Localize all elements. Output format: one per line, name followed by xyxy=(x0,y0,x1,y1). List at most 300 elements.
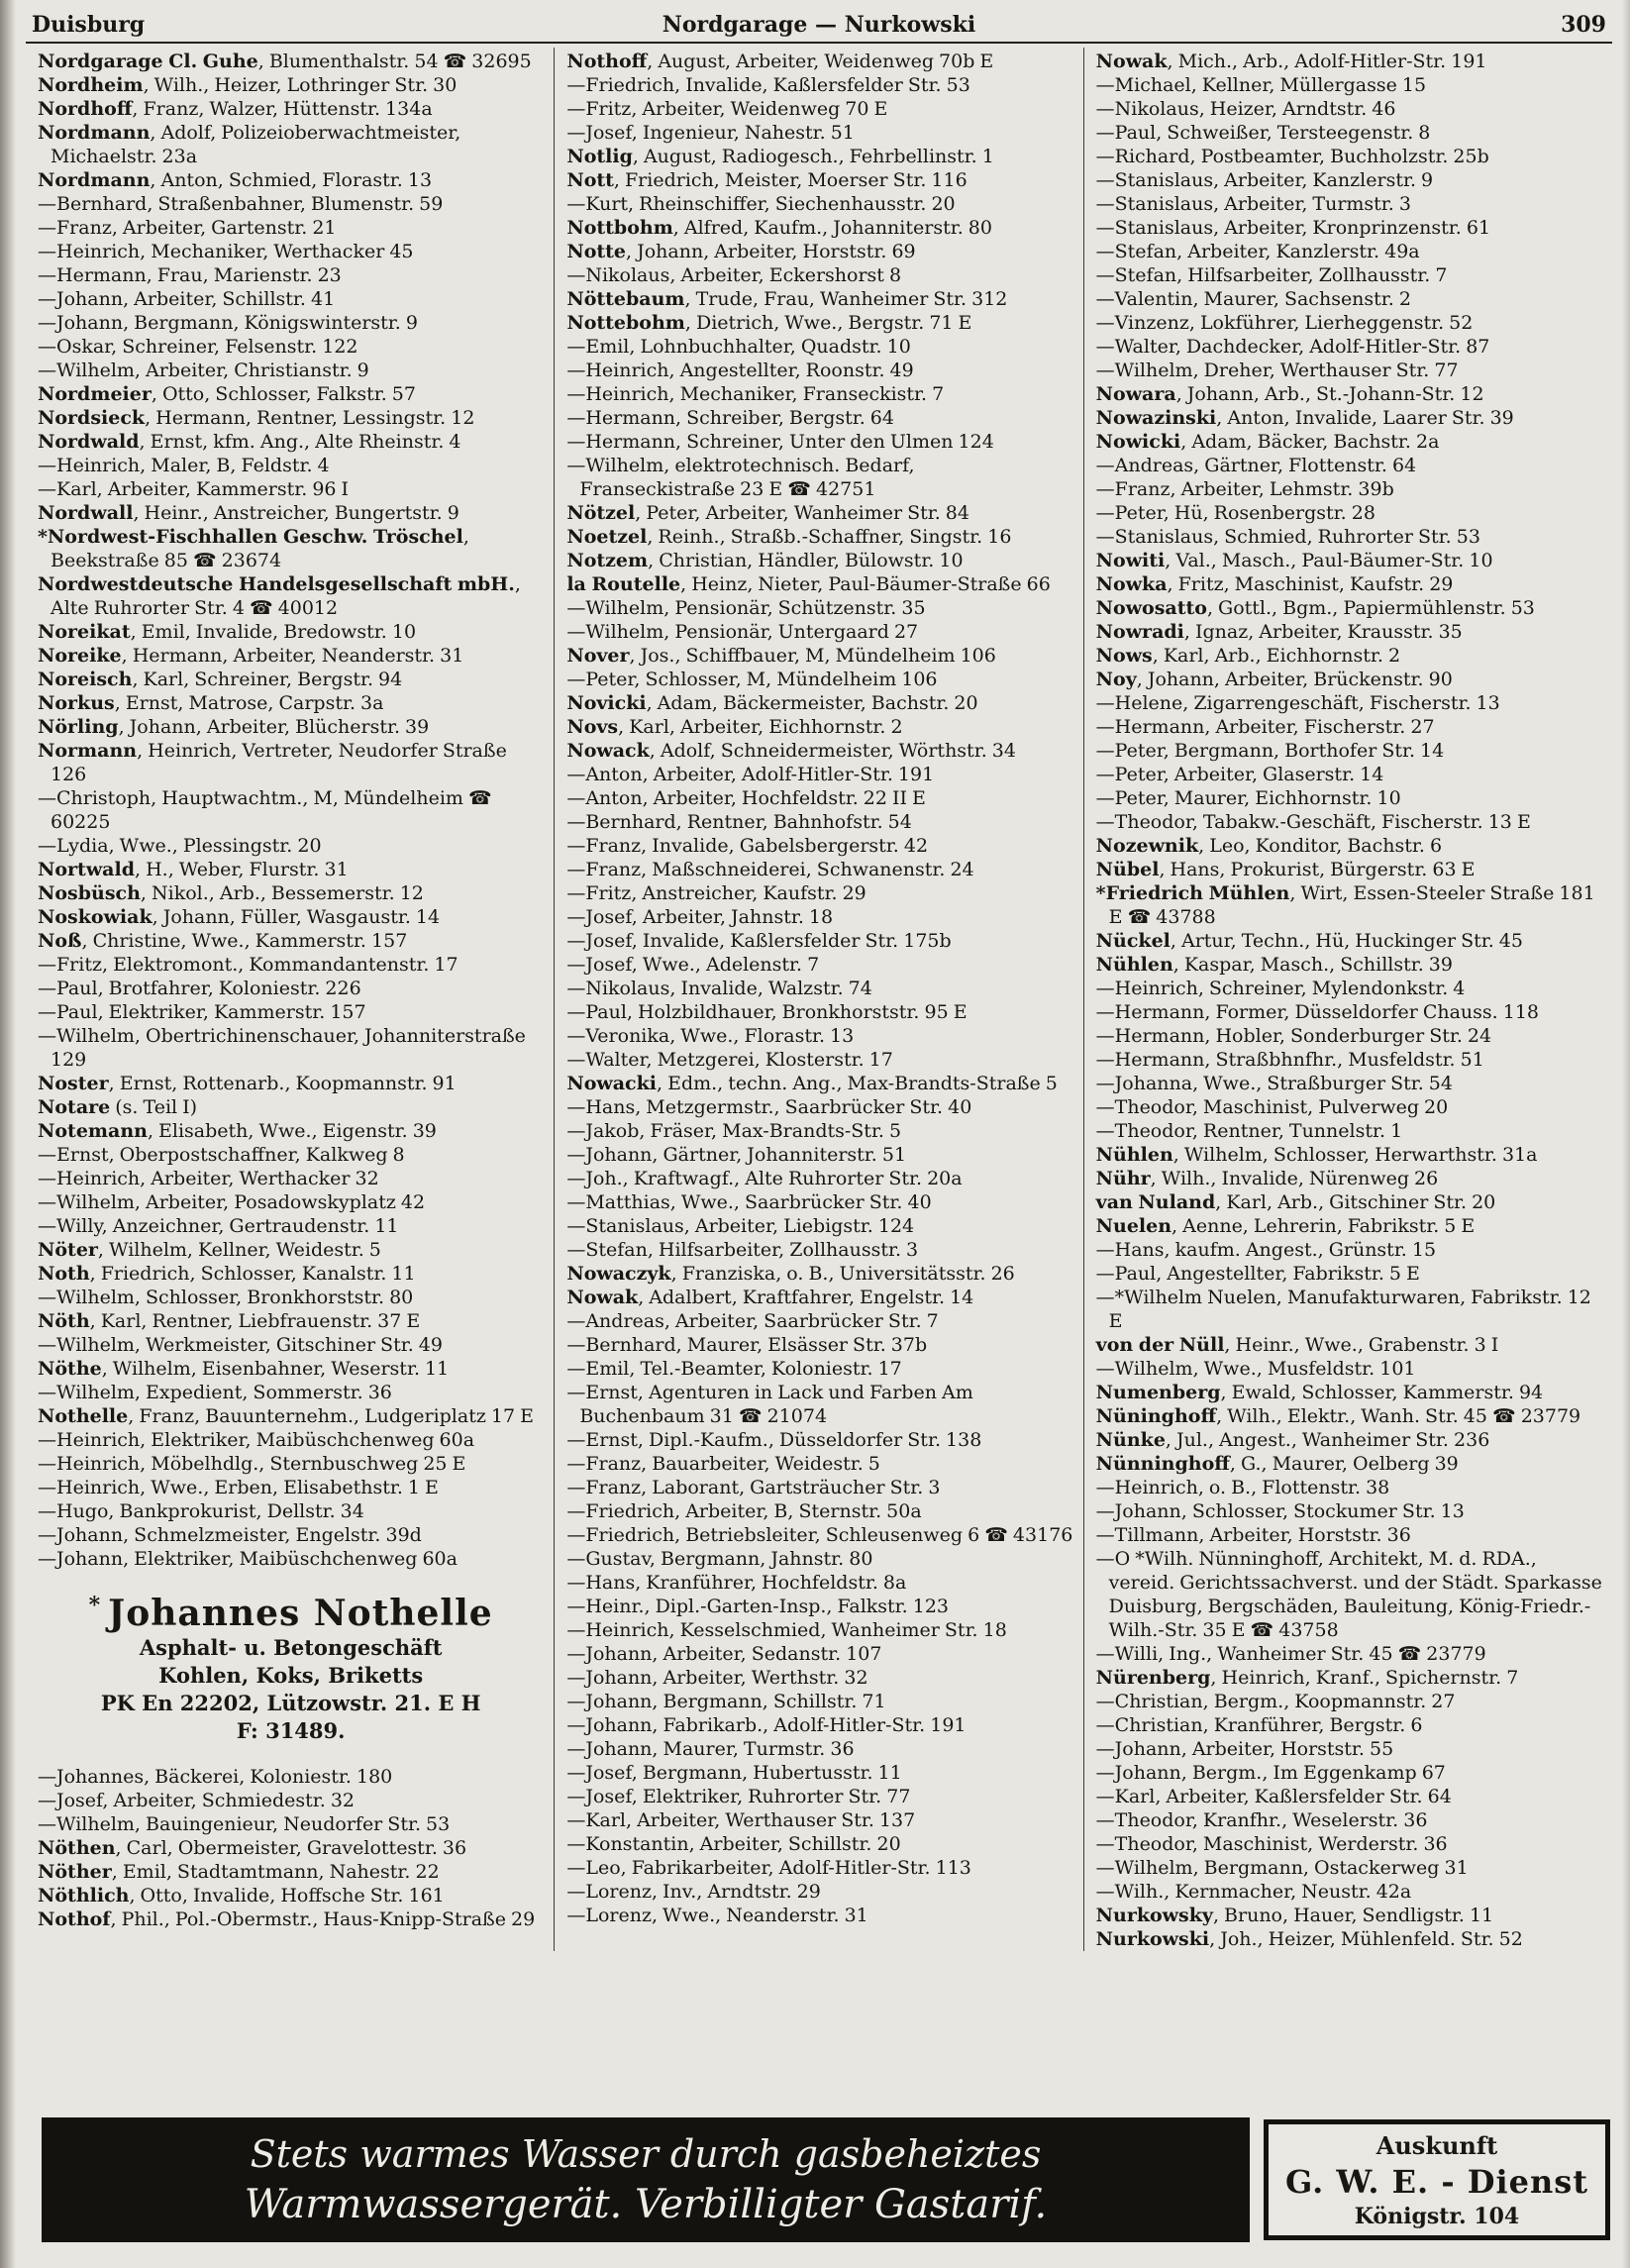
entry-surname: Nows xyxy=(1095,645,1153,667)
entry-surname: Nuelen xyxy=(1095,1215,1172,1237)
directory-entry: —Wilhelm, elektrotechnisch. Bedarf, Franseckistraße 23 E ☎ 42751 xyxy=(566,455,915,500)
entry-surname: Nüninghoff xyxy=(1095,1405,1217,1427)
directory-entry: —Willi, Ing., Wanheimer Str. 45 ☎ 23779 xyxy=(1095,1643,1486,1665)
directory-entry: Notzem, Christian, Händler, Bülowstr. 10 xyxy=(566,550,964,571)
entry-surname: Noster xyxy=(38,1073,109,1094)
entry-surname: Nörling xyxy=(38,716,119,738)
directory-entry: —Veronika, Wwe., Florastr. 13 xyxy=(566,1025,855,1047)
directory-entry: —Joh., Kraftwagf., Alte Ruhrorter Str. 20a xyxy=(566,1168,963,1189)
entry-surname: la Routelle xyxy=(566,573,681,595)
entry-surname: Nowazinski xyxy=(1095,407,1217,429)
directory-entry: —Wilhelm, Wwe., Musfeldstr. 101 xyxy=(1095,1358,1416,1380)
directory-entry: —Johann, Bergmann, Königswinterstr. 9 xyxy=(38,312,418,334)
ad-line-phone: F: 31489. xyxy=(236,1718,346,1743)
directory-entry: —Emil, Tel.-Beamter, Koloniestr. 17 xyxy=(566,1358,902,1380)
directory-entry: Nurkowsky, Bruno, Hauer, Sendligstr. 11 xyxy=(1095,1905,1494,1926)
directory-entry: Nowaczyk, Franziska, o. B., Universitätsstr. 26 xyxy=(566,1263,1015,1285)
directory-entry: —Hermann, Frau, Marienstr. 23 xyxy=(38,264,342,286)
entry-surname: Nowka xyxy=(1095,573,1168,595)
directory-entry: Notlig, August, Radiogesch., Fehrbellinstr. 1 xyxy=(566,146,994,167)
directory-entry: Nöttebaum, Trude, Frau, Wanheimer Str. 312 xyxy=(566,288,1008,310)
entry-surname: Nosbüsch xyxy=(38,882,141,904)
entry-surname: van Nuland xyxy=(1095,1191,1216,1213)
page-header xyxy=(26,10,1612,44)
directory-entry: —Heinrich, Möbelhdlg., Sternbuschweg 25 E xyxy=(38,1453,466,1475)
entry-surname: Nothoff xyxy=(566,51,648,72)
directory-entry: Nübel, Hans, Prokurist, Bürgerstr. 63 E xyxy=(1095,859,1476,880)
header-title: Nordgarage — Nurkowski xyxy=(662,12,976,38)
entry-surname: Norkus xyxy=(38,692,115,714)
entry-surname: Nowack xyxy=(566,740,650,762)
directory-entry: Nückel, Artur, Techn., Hü, Huckinger Str. 45 xyxy=(1095,930,1523,952)
directory-entry: Nordgarage Cl. Guhe, Blumenthalstr. 54 ☎ 32695 xyxy=(38,51,532,72)
directory-entry: —Theodor, Maschinist, Pulverweg 20 xyxy=(1095,1096,1449,1118)
directory-entry: —Wilhelm, Obertrichinenschauer, Johanniterstraße 129 xyxy=(38,1025,526,1071)
directory-entry: Nowacki, Edm., techn. Ang., Max-Brandts-Straße 5 xyxy=(566,1073,1058,1094)
directory-entry: Nöth, Karl, Rentner, Liebfrauenstr. 37 E xyxy=(38,1310,421,1332)
directory-entry: —*Wilhelm Nuelen, Manufakturwaren, Fabrikstr. 12 E xyxy=(1095,1287,1591,1332)
directory-entry: —Jakob, Fräser, Max-Brandts-Str. 5 xyxy=(566,1120,902,1142)
directory-entry: —Hugo, Bankprokurist, Dellstr. 34 xyxy=(38,1500,364,1522)
directory-entry: —Paul, Brotfahrer, Koloniestr. 226 xyxy=(38,978,361,999)
directory-entry: —Nikolaus, Arbeiter, Eckershorst 8 xyxy=(566,264,902,286)
entry-surname: Nozewnik xyxy=(1095,835,1199,857)
directory-entry: Noskowiak, Johann, Füller, Wasgaustr. 14 xyxy=(38,906,441,928)
directory-entry: —Andreas, Gärtner, Flottenstr. 64 xyxy=(1095,455,1417,476)
entry-surname: Nückel xyxy=(1095,930,1171,952)
directory-entry: —Stefan, Hilfsarbeiter, Zollhausstr. 7 xyxy=(1095,264,1448,286)
column-3 xyxy=(1083,48,1612,1951)
directory-entry: Nosbüsch, Nikol., Arb., Bessemerstr. 12 xyxy=(38,882,424,904)
entry-surname: Nordwall xyxy=(38,502,134,524)
directory-entry: Nürenberg, Heinrich, Kranf., Spichernstr. 7 xyxy=(1095,1667,1519,1689)
directory-entry: —Theodor, Maschinist, Werderstr. 36 xyxy=(1095,1833,1448,1855)
directory-entry: —Stanislaus, Arbeiter, Turmstr. 3 xyxy=(1095,193,1411,215)
directory-entry: *Friedrich Mühlen, Wirt, Essen-Steeler Straße 181 E ☎ 43788 xyxy=(1095,882,1595,928)
directory-entry: —Peter, Bergmann, Borthofer Str. 14 xyxy=(1095,740,1445,762)
entry-surname: Nordhoff xyxy=(38,98,133,120)
directory-entry: von der Nüll, Heinr., Wwe., Grabenstr. 3 I xyxy=(1095,1334,1499,1356)
directory-entry: —Anton, Arbeiter, Adolf-Hitler-Str. 191 xyxy=(566,764,935,785)
entry-surname: Noreisch xyxy=(38,669,133,690)
directory-entry: Notemann, Elisabeth, Wwe., Eigenstr. 39 xyxy=(38,1120,437,1142)
directory-entry: —Heinrich, Wwe., Erben, Elisabethstr. 1 E xyxy=(38,1477,439,1498)
entry-surname: Notzem xyxy=(566,550,649,571)
directory-entry: —Hermann, Former, Düsseldorfer Chauss. 118 xyxy=(1095,1001,1540,1023)
directory-entry: —Josef, Elektriker, Ruhrorter Str. 77 xyxy=(566,1786,911,1807)
entry-surname: Nowara xyxy=(1095,383,1176,405)
directory-entry: —Stefan, Hilfsarbeiter, Zollhausstr. 3 xyxy=(566,1239,919,1261)
directory-entry: Nothelle, Franz, Bauunternehm., Ludgeriplatz 17 E xyxy=(38,1405,534,1427)
directory-entry: Nordwald, Ernst, kfm. Ang., Alte Rheinstr. 4 xyxy=(38,431,461,453)
directory-entry: —Franz, Arbeiter, Gartenstr. 21 xyxy=(38,217,337,239)
directory-entry: Nottebohm, Dietrich, Wwe., Bergstr. 71 E xyxy=(566,312,972,334)
directory-entry: —Paul, Schweißer, Tersteegenstr. 8 xyxy=(1095,122,1431,144)
directory-entry: —Josef, Wwe., Adelenstr. 7 xyxy=(566,954,820,976)
directory-entry: —Stanislaus, Arbeiter, Kanzlerstr. 9 xyxy=(1095,169,1434,191)
entry-surname: Nottbohm xyxy=(566,217,673,239)
directory-entry: Nordsieck, Hermann, Rentner, Lessingstr. 12 xyxy=(38,407,475,429)
directory-entry: —Fritz, Elektromont., Kommandantenstr. 17 xyxy=(38,954,458,976)
entry-surname: Nürenberg xyxy=(1095,1667,1211,1689)
directory-entry: —Heinrich, Mechaniker, Werthacker 45 xyxy=(38,241,414,262)
directory-entry: Nowak, Adalbert, Kraftfahrer, Engelstr. 14 xyxy=(566,1287,974,1308)
directory-entry: Nöthe, Wilhelm, Eisenbahner, Weserstr. 11 xyxy=(38,1358,450,1380)
directory-entry: —Christian, Bergm., Koopmannstr. 27 xyxy=(1095,1691,1456,1712)
directory-entry: la Routelle, Heinz, Nieter, Paul-Bäumer-Straße 66 xyxy=(566,573,1051,595)
directory-entry: —Kurt, Rheinschiffer, Siechenhausstr. 20 xyxy=(566,193,956,215)
directory-entry: Noreisch, Karl, Schreiner, Bergstr. 94 xyxy=(38,669,403,690)
directory-entry: —Josef, Ingenieur, Nahestr. 51 xyxy=(566,122,855,144)
directory-entry: —Johanna, Wwe., Straßburger Str. 54 xyxy=(1095,1073,1453,1094)
directory-entry: —Wilhelm, Arbeiter, Posadowskyplatz 42 xyxy=(38,1191,426,1213)
directory-entry: —Hans, kaufm. Angest., Grünstr. 15 xyxy=(1095,1239,1437,1261)
directory-entry: —Heinrich, Schreiner, Mylendonkstr. 4 xyxy=(1095,978,1466,999)
directory-entry: —Heinrich, Maler, B, Feldstr. 4 xyxy=(38,455,330,476)
entry-surname: Noskowiak xyxy=(38,906,153,928)
directory-entry: Nünninghoff, G., Maurer, Oelberg 39 xyxy=(1095,1453,1459,1475)
entry-surname: Novicki xyxy=(566,692,647,714)
directory-entry: Nordmann, Adolf, Polizeioberwachtmeister, Michaelstr. 23a xyxy=(38,122,461,167)
entry-surname: Noreike xyxy=(38,645,122,667)
entry-surname: Nothof xyxy=(38,1908,111,1930)
directory-entry: Novs, Karl, Arbeiter, Eichhornstr. 2 xyxy=(566,716,903,738)
entry-surname: Nowradi xyxy=(1095,621,1184,643)
entry-surname: Noß xyxy=(38,930,82,952)
entry-surname: Notemann xyxy=(38,1120,148,1142)
entry-surname: Notlig xyxy=(566,146,633,167)
gas-water-banner-ad xyxy=(44,2119,1248,2240)
entry-surname: Nordmann xyxy=(38,169,151,191)
directory-entry: Nordmann, Anton, Schmied, Florastr. 13 xyxy=(38,169,433,191)
directory-entry: Nühlen, Kaspar, Masch., Schillstr. 39 xyxy=(1095,954,1453,976)
directory-entry: Notte, Johann, Arbeiter, Horststr. 69 xyxy=(566,241,916,262)
directory-entry: —Vinzenz, Lokführer, Lierheggenstr. 52 xyxy=(1095,312,1474,334)
directory-entry: —O *Wilh. Nünninghoff, Architekt, M. d. RDA., vereid. Gerichtssachverst. und der Städt. Sparkasse Duisburg, Bergschäden, Bauleitung, König-Friedr.-Wilh.-Str. 35 E ☎ 43758 xyxy=(1095,1548,1602,1641)
entry-surname: Nühr xyxy=(1095,1168,1151,1189)
column-1-entries-bottom xyxy=(38,1765,544,1931)
directory-entry: Nozewnik, Leo, Konditor, Bachstr. 6 xyxy=(1095,835,1443,857)
directory-entry: —Heinrich, Angestellter, Roonstr. 49 xyxy=(566,360,914,381)
entry-surname: Nöter xyxy=(38,1239,98,1261)
entry-surname: Nothelle xyxy=(38,1405,129,1427)
info-box-name: G. W. E. - Dienst xyxy=(1284,2162,1589,2201)
directory-entry: Nowak, Mich., Arb., Adolf-Hitler-Str. 191 xyxy=(1095,51,1487,72)
directory-entry: —Johann, Arbeiter, Horststr. 55 xyxy=(1095,1738,1394,1760)
directory-entry: —Karl, Arbeiter, Kammerstr. 96 I xyxy=(38,478,350,500)
directory-entry: —Walter, Dachdecker, Adolf-Hitler-Str. 87 xyxy=(1095,336,1490,358)
entry-surname: Nühlen xyxy=(1095,1144,1173,1166)
directory-entry: Nühlen, Wilhelm, Schlosser, Herwarthstr. 31a xyxy=(1095,1144,1538,1166)
directory-entry: Notare (s. Teil I) xyxy=(38,1096,198,1118)
entry-surname: Nordsieck xyxy=(38,407,146,429)
directory-entry: Nuelen, Aenne, Lehrerin, Fabrikstr. 5 E xyxy=(1095,1215,1476,1237)
directory-entry: Nöthen, Carl, Obermeister, Gravelottestr. 36 xyxy=(38,1837,467,1859)
directory-entry: Nott, Friedrich, Meister, Moerser Str. 116 xyxy=(566,169,968,191)
directory-entry: —Wilhelm, Schlosser, Bronkhorststr. 80 xyxy=(38,1287,414,1308)
directory-entry: —Wilhelm, Pensionär, Untergaard 27 xyxy=(566,621,919,643)
directory-entry: —Konstantin, Arbeiter, Schillstr. 20 xyxy=(566,1833,901,1855)
entry-surname: Nowak xyxy=(566,1287,639,1308)
directory-entry: —Bernhard, Rentner, Bahnhofstr. 54 xyxy=(566,811,912,833)
directory-entry: —Matthias, Wwe., Saarbrücker Str. 40 xyxy=(566,1191,932,1213)
directory-entry: —Wilhelm, Dreher, Werthauser Str. 77 xyxy=(1095,360,1459,381)
directory-entry: —Paul, Angestellter, Fabrikstr. 5 E xyxy=(1095,1263,1420,1285)
directory-entry: —Wilhelm, Expedient, Sommerstr. 36 xyxy=(38,1382,392,1403)
directory-entry: —Theodor, Tabakw.-Geschäft, Fischerstr. 13 E xyxy=(1095,811,1531,833)
ad-business-name: Johannes Nothelle xyxy=(108,1593,493,1634)
directory-entry: Nötzel, Peter, Arbeiter, Wanheimer Str. 84 xyxy=(566,502,969,524)
directory-entry: —Andreas, Arbeiter, Saarbrücker Str. 7 xyxy=(566,1310,939,1332)
entry-surname: Nowiti xyxy=(1095,550,1166,571)
directory-entry: —Josef, Arbeiter, Schmiedestr. 32 xyxy=(38,1790,355,1811)
directory-entry: Noth, Friedrich, Schlosser, Kanalstr. 11 xyxy=(38,1263,416,1285)
banner-line-2: Warmwassergerät. Verbilligter Gastarif. xyxy=(244,2182,1048,2227)
directory-entry: Nothoff, August, Arbeiter, Weidenweg 70b E xyxy=(566,51,994,72)
directory-entry: —Stanislaus, Arbeiter, Kronprinzenstr. 61 xyxy=(1095,217,1491,239)
directory-entry: Noy, Johann, Arbeiter, Brückenstr. 90 xyxy=(1095,669,1453,690)
entry-surname: Nöthen xyxy=(38,1837,116,1859)
column-3-entries xyxy=(1096,50,1602,1951)
directory-entry: —Franz, Arbeiter, Lehmstr. 39b xyxy=(1095,478,1394,500)
directory-entry: —Christoph, Hauptwachtm., M, Mündelheim ☎ 60225 xyxy=(38,787,492,833)
directory-entry: —Helene, Zigarrengeschäft, Fischerstr. 13 xyxy=(1095,692,1500,714)
entry-surname: Nünke xyxy=(1095,1429,1166,1451)
directory-entry: Nowack, Adolf, Schneidermeister, Wörthstr. 34 xyxy=(566,740,1016,762)
nothelle-ad xyxy=(40,1587,542,1753)
directory-entry: Nowka, Fritz, Maschinist, Kaufstr. 29 xyxy=(1095,573,1454,595)
directory-entry: —Heinrich, Kesselschmied, Wanheimer Str. 18 xyxy=(566,1619,1007,1641)
directory-entry: Nordheim, Wilh., Heizer, Lothringer Str. 30 xyxy=(38,74,458,96)
column-1 xyxy=(26,48,554,1951)
directory-entry: —Lorenz, Inv., Arndtstr. 29 xyxy=(566,1881,821,1903)
entry-surname: Nötzel xyxy=(566,502,636,524)
directory-entry: Nows, Karl, Arb., Eichhornstr. 2 xyxy=(1095,645,1401,667)
directory-entry: —Josef, Bergmann, Hubertusstr. 11 xyxy=(566,1762,902,1784)
directory-entry: —Johann, Arbeiter, Schillstr. 41 xyxy=(38,288,336,310)
entry-surname: Nowak xyxy=(1095,51,1168,72)
directory-entry: —Hans, Metzgermstr., Saarbrücker Str. 40 xyxy=(566,1096,972,1118)
directory-entry: —Paul, Holzbildhauer, Bronkhorststr. 95 E xyxy=(566,1001,968,1023)
directory-entry: Norkus, Ernst, Matrose, Carpstr. 3a xyxy=(38,692,384,714)
directory-entry: —Hermann, Straßbhnfhr., Musfeldstr. 51 xyxy=(1095,1049,1484,1071)
directory-entry: Nordwestdeutsche Handelsgesellschaft mbH., Alte Ruhrorter Str. 4 ☎ 40012 xyxy=(38,573,521,619)
directory-entry: van Nuland, Karl, Arb., Gitschiner Str. 20 xyxy=(1095,1191,1496,1213)
directory-entry: —Stanislaus, Schmied, Ruhrorter Str. 53 xyxy=(1095,526,1480,548)
entry-surname: Nübel xyxy=(1095,859,1160,880)
directory-entry: —Wilhelm, Arbeiter, Christianstr. 9 xyxy=(38,360,369,381)
directory-entry: —Oskar, Schreiner, Felsenstr. 122 xyxy=(38,336,358,358)
directory-entry: —Franz, Maßschneiderei, Schwanenstr. 24 xyxy=(566,859,974,880)
directory-entry: Noß, Christine, Wwe., Kammerstr. 157 xyxy=(38,930,408,952)
directory-entry: —Peter, Schlosser, M, Mündelheim 106 xyxy=(566,669,938,690)
directory-entry: Normann, Heinrich, Vertreter, Neudorfer Straße 126 xyxy=(38,740,507,785)
directory-entry: —Stanislaus, Arbeiter, Liebigstr. 124 xyxy=(566,1215,915,1237)
directory-entry: Nowradi, Ignaz, Arbeiter, Krausstr. 35 xyxy=(1095,621,1463,643)
directory-entry: —Wilhelm, Werkmeister, Gitschiner Str. 49 xyxy=(38,1334,443,1356)
directory-entry: —Heinrich, Arbeiter, Werthacker 32 xyxy=(38,1168,379,1189)
directory-entry: —Nikolaus, Invalide, Walzstr. 74 xyxy=(566,978,872,999)
directory-entry: —Karl, Arbeiter, Werthauser Str. 137 xyxy=(566,1809,916,1831)
directory-entry: —Ernst, Agenturen in Lack und Farben Am Buchenbaum 31 ☎ 21074 xyxy=(566,1382,973,1427)
ad-line-business: Asphalt- u. Betongeschäft xyxy=(139,1635,443,1660)
entry-surname: Nöth xyxy=(38,1310,90,1332)
directory-entry: Noreike, Hermann, Arbeiter, Neanderstr. 31 xyxy=(38,645,464,667)
entry-surname: von der Nüll xyxy=(1095,1334,1225,1356)
directory-entry: —Bernhard, Straßenbahner, Blumenstr. 59 xyxy=(38,193,444,215)
entry-surname: Noy xyxy=(1095,669,1137,690)
directory-entry: —Lydia, Wwe., Plessingstr. 20 xyxy=(38,835,322,857)
directory-entry: —Ernst, Dipl.-Kaufm., Düsseldorfer Str. 138 xyxy=(566,1429,982,1451)
directory-entry: Nöther, Emil, Stadtamtmann, Nahestr. 22 xyxy=(38,1861,440,1883)
directory-entry: —Franz, Bauarbeiter, Weidestr. 5 xyxy=(566,1453,880,1475)
directory-entry: Nowazinski, Anton, Invalide, Laarer Str. 39 xyxy=(1095,407,1514,429)
directory-entry: —Lorenz, Wwe., Neanderstr. 31 xyxy=(566,1905,868,1926)
directory-entry: —Johann, Maurer, Turmstr. 36 xyxy=(566,1738,855,1760)
directory-entry: —Wilhelm, Pensionär, Schützenstr. 35 xyxy=(566,597,926,619)
entry-surname: Nott xyxy=(566,169,614,191)
directory-entry: —Johann, Schmelzmeister, Engelstr. 39d xyxy=(38,1524,422,1546)
directory-entry: —Ernst, Oberpostschaffner, Kalkweg 8 xyxy=(38,1144,405,1166)
directory-entry: —Heinrich, o. B., Flottenstr. 38 xyxy=(1095,1477,1390,1498)
entry-surname: *Friedrich Mühlen xyxy=(1095,882,1290,904)
bottom-advertisements xyxy=(44,2119,1610,2240)
entry-surname: Nöttebaum xyxy=(566,288,685,310)
directory-entry: *Nordwest-Fischhallen Geschw. Tröschel, Beekstraße 85 ☎ 23674 xyxy=(38,526,469,571)
entry-surname: Nowosatto xyxy=(1095,597,1207,619)
info-box-title: Auskunft xyxy=(1375,2130,1498,2160)
entry-surname: Nordheim xyxy=(38,74,144,96)
nothelle-ad-header xyxy=(40,1593,542,1634)
directory-entry: —Richard, Postbeamter, Buchholzstr. 25b xyxy=(1095,146,1489,167)
directory-entry: —Johannes, Bäckerei, Koloniestr. 180 xyxy=(38,1766,393,1788)
entry-surname: Nordwald xyxy=(38,431,140,453)
directory-entry: —Peter, Hü, Rosenbergstr. 28 xyxy=(1095,502,1375,524)
directory-entry: —Bernhard, Maurer, Elsässer Str. 37b xyxy=(566,1334,928,1356)
directory-entry: —Johann, Arbeiter, Sedanstr. 107 xyxy=(566,1643,882,1665)
directory-entry: Nünke, Jul., Angest., Wanheimer Str. 236 xyxy=(1095,1429,1490,1451)
ad-star-marker: * xyxy=(88,1593,101,1618)
directory-entry: —Peter, Arbeiter, Glaserstr. 14 xyxy=(1095,764,1384,785)
entry-surname: Nowaczyk xyxy=(566,1263,671,1285)
directory-entry: —Franz, Laborant, Gartsträucher Str. 3 xyxy=(566,1477,941,1498)
banner-line-1: Stets warmes Wasser durch gasbeheiztes xyxy=(250,2132,1042,2176)
directory-entry: —Michael, Kellner, Müllergasse 15 xyxy=(1095,74,1427,96)
directory-entry: Nowicki, Adam, Bäcker, Bachstr. 2a xyxy=(1095,431,1440,453)
directory-entry: —Fritz, Arbeiter, Weidenweg 70 E xyxy=(566,98,888,120)
directory-entry: —Johann, Arbeiter, Werthstr. 32 xyxy=(566,1667,868,1689)
directory-entry: —Johann, Bergm., Im Eggenkamp 67 xyxy=(1095,1762,1446,1784)
directory-entry: —Josef, Arbeiter, Jahnstr. 18 xyxy=(566,906,834,928)
directory-entry: —Tillmann, Arbeiter, Horststr. 36 xyxy=(1095,1524,1411,1546)
directory-entry: Nordwall, Heinr., Anstreicher, Bungertstr. 9 xyxy=(38,502,459,524)
directory-entry: Noster, Ernst, Rottenarb., Koopmannstr. 91 xyxy=(38,1073,457,1094)
entry-surname: Normann xyxy=(38,740,138,762)
directory-entry: —Hermann, Arbeiter, Fischerstr. 27 xyxy=(1095,716,1435,738)
ad-line-address: PK En 22202, Lützowstr. 21. E H xyxy=(100,1691,481,1715)
directory-entry: —Heinr., Dipl.-Garten-Insp., Falkstr. 123 xyxy=(566,1596,950,1617)
directory-entry: —Theodor, Kranfhr., Weselerstr. 36 xyxy=(1095,1809,1428,1831)
directory-entry: —Anton, Arbeiter, Hochfeldstr. 22 II E xyxy=(566,787,926,809)
directory-entry: Nowiti, Val., Masch., Paul-Bäumer-Str. 10 xyxy=(1095,550,1493,571)
directory-entry: —Johann, Elektriker, Maibüschchenweg 60a xyxy=(38,1548,458,1570)
column-1-entries-top xyxy=(38,50,544,1571)
directory-columns xyxy=(26,48,1612,1951)
directory-entry: —Wilh., Kernmacher, Neustr. 42a xyxy=(1095,1881,1412,1903)
directory-entry: Novicki, Adam, Bäckermeister, Bachstr. 20 xyxy=(566,692,978,714)
directory-entry: —Valentin, Maurer, Sachsenstr. 2 xyxy=(1095,288,1411,310)
directory-entry: Nowara, Johann, Arb., St.-Johann-Str. 12 xyxy=(1095,383,1484,405)
directory-entry: —Wilhelm, Bergmann, Ostackerweg 31 xyxy=(1095,1857,1469,1879)
entry-surname: Novs xyxy=(566,716,619,738)
entry-surname: Nöthe xyxy=(38,1358,102,1380)
ad-line-goods: Kohlen, Koks, Briketts xyxy=(158,1663,424,1688)
directory-entry: —Josef, Invalide, Kaßlersfelder Str. 175b xyxy=(566,930,952,952)
directory-entry: —Gustav, Bergmann, Jahnstr. 80 xyxy=(566,1548,873,1570)
entry-surname: Nowacki xyxy=(566,1073,657,1094)
directory-entry: Nortwald, H., Weber, Flurstr. 31 xyxy=(38,859,349,880)
directory-entry: —Wilhelm, Bauingenieur, Neudorfer Str. 53 xyxy=(38,1813,451,1835)
directory-entry: —Theodor, Rentner, Tunnelstr. 1 xyxy=(1095,1120,1403,1142)
directory-entry: —Heinrich, Elektriker, Maibüschchenweg 60a xyxy=(38,1429,475,1451)
directory-entry: —Johann, Gärtner, Johanniterstr. 51 xyxy=(566,1144,907,1166)
entry-surname: Nöther xyxy=(38,1861,112,1883)
directory-entry: Nothof, Phil., Pol.-Obermstr., Haus-Knipp-Straße 29 xyxy=(38,1908,536,1930)
directory-entry: —Christian, Kranführer, Bergstr. 6 xyxy=(1095,1714,1423,1736)
info-box-address: Königstr. 104 xyxy=(1354,2203,1520,2229)
directory-entry: —Nikolaus, Heizer, Arndtstr. 46 xyxy=(1095,98,1396,120)
directory-entry: —Johann, Fabrikarb., Adolf-Hitler-Str. 191 xyxy=(566,1714,967,1736)
directory-entry: Nover, Jos., Schiffbauer, M, Mündelheim 106 xyxy=(566,645,996,667)
directory-entry: Nowosatto, Gottl., Bgm., Papiermühlenstr. 53 xyxy=(1095,597,1535,619)
directory-entry: Nüninghoff, Wilh., Elektr., Wanh. Str. 45 ☎ 23779 xyxy=(1095,1405,1581,1427)
directory-entry: —Friedrich, Betriebsleiter, Schleusenweg 6 ☎ 43176 xyxy=(566,1524,1073,1546)
entry-surname: Nurkowski xyxy=(1095,1928,1210,1950)
entry-surname: Nöthlich xyxy=(38,1885,130,1907)
directory-entry: —Hermann, Hobler, Sonderburger Str. 24 xyxy=(1095,1025,1492,1047)
page-number: 309 xyxy=(1561,12,1606,38)
entry-surname: Noreikat xyxy=(38,621,131,643)
directory-entry: Nörling, Johann, Arbeiter, Blücherstr. 39 xyxy=(38,716,430,738)
column-2-entries xyxy=(566,50,1072,1927)
entry-surname: Nowicki xyxy=(1095,431,1181,453)
directory-entry: —Karl, Arbeiter, Kaßlersfelder Str. 64 xyxy=(1095,1786,1452,1807)
entry-surname: Noth xyxy=(38,1263,90,1285)
entry-surname: Notte xyxy=(566,241,627,262)
directory-entry: Noetzel, Reinh., Straßb.-Schaffner, Singstr. 16 xyxy=(566,526,1012,548)
directory-entry: Nöter, Wilhelm, Kellner, Weidestr. 5 xyxy=(38,1239,381,1261)
entry-surname: Nottebohm xyxy=(566,312,685,334)
directory-entry: —Peter, Maurer, Eichhornstr. 10 xyxy=(1095,787,1401,809)
column-2 xyxy=(554,48,1082,1951)
directory-entry: —Johann, Schlosser, Stockumer Str. 13 xyxy=(1095,1500,1465,1522)
directory-entry: —Emil, Lohnbuchhalter, Quadstr. 10 xyxy=(566,336,911,358)
entry-surname: Nortwald xyxy=(38,859,135,880)
directory-entry: —Hermann, Schreiner, Unter den Ulmen 124 xyxy=(566,431,994,453)
entry-surname: Nover xyxy=(566,645,630,667)
directory-entry: Nühr, Wilh., Invalide, Nürenweg 26 xyxy=(1095,1168,1439,1189)
directory-entry: —Heinrich, Mechaniker, Franseckistr. 7 xyxy=(566,383,945,405)
directory-entry: —Fritz, Anstreicher, Kaufstr. 29 xyxy=(566,882,866,904)
directory-entry: —Stefan, Arbeiter, Kanzlerstr. 49a xyxy=(1095,241,1420,262)
directory-entry: Nurkowski, Joh., Heizer, Mühlenfeld. Str. 52 xyxy=(1095,1928,1523,1950)
entry-surname: Nordmann xyxy=(38,122,151,144)
directory-entry: —Leo, Fabrikarbeiter, Adolf-Hitler-Str. 113 xyxy=(566,1857,971,1879)
directory-entry: —Johann, Bergmann, Schillstr. 71 xyxy=(566,1691,886,1712)
entry-surname: Nurkowsky xyxy=(1095,1905,1213,1926)
entry-surname: Nühlen xyxy=(1095,954,1173,976)
directory-entry: —Friedrich, Arbeiter, B, Sternstr. 50a xyxy=(566,1500,922,1522)
